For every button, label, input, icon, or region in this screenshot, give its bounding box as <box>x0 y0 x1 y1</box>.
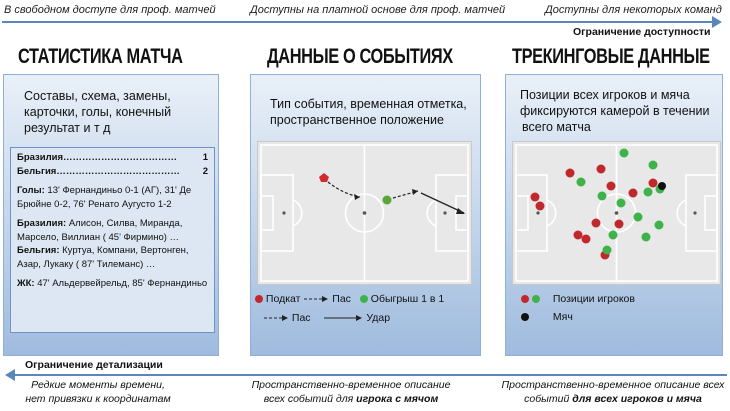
player-dots <box>531 149 667 260</box>
tackle-legend-icon <box>255 295 263 303</box>
player-green <box>620 149 629 158</box>
bottom-mid-label: Пространственно-временное описание всех событий для игрока с мячом <box>251 379 451 405</box>
player-red <box>629 189 638 198</box>
player-red <box>536 202 545 211</box>
player-red <box>592 219 601 228</box>
tracking-legend-players: Позиции игроков <box>521 293 635 305</box>
player-red <box>597 165 606 174</box>
goals-text: Голы: 13' Фернандиньо 0-1 (АГ), 31' Де Брюйне 0-2, 76' Ренато Аугусто 1-2 <box>17 185 192 210</box>
events-pitch <box>257 141 472 285</box>
player-green <box>655 221 664 230</box>
player-red <box>649 179 658 188</box>
arrow-right-icon <box>712 16 722 28</box>
player-red <box>615 220 624 229</box>
tracking-description: Позиции всех игроков и мяча фиксируются камерой в течении всего матча <box>520 88 710 134</box>
tracking-legend-ball: Мяч <box>521 311 573 323</box>
red-player-legend-icon <box>521 295 529 303</box>
detail-limit-label: Ограничение детализации <box>25 359 163 371</box>
dribble-marker <box>383 196 392 205</box>
pass-legend-icon <box>263 314 289 322</box>
player-red <box>574 231 583 240</box>
ball-legend-icon <box>521 313 529 321</box>
stats-description: Составы, схема, замены, карточки, голы, конечный результат и т д <box>24 89 172 135</box>
availability-axis <box>2 21 714 23</box>
player-green <box>642 233 651 242</box>
arrow-left-icon <box>5 369 15 381</box>
player-green <box>598 192 607 201</box>
dribble-legend-icon <box>360 295 368 303</box>
tracking-title: ТРЕКИНГОВЫЕ ДАННЫЕ <box>512 45 710 68</box>
tackle-marker <box>319 173 329 182</box>
shot-legend-icon <box>323 314 363 322</box>
ball <box>658 182 666 190</box>
green-player-legend-icon <box>532 295 540 303</box>
tracking-pitch <box>512 141 721 285</box>
events-legend-row2: Пас Удар <box>263 312 390 324</box>
brazil-lineup: Бразилия: Алисон, Силва, Миранда, Марсело, Виллиан ( 45' Фирмино) … <box>17 218 183 243</box>
player-red <box>582 235 591 244</box>
bottom-left-label: Редкие моменты времени, нет привязки к координатам <box>25 379 171 405</box>
stats-title: СТАТИСТИКА МАТЧА <box>18 45 183 68</box>
player-green <box>634 213 643 222</box>
team-score-row: Бельгия………………………………… 2 <box>17 165 208 177</box>
player-red <box>607 182 616 191</box>
top-left-label: В свободном доступе для проф. матчей <box>4 4 216 16</box>
player-green <box>609 231 618 240</box>
player-green <box>603 246 612 255</box>
match-stats-card <box>10 147 215 333</box>
player-red <box>566 169 575 178</box>
yellow-cards-text: ЖК: 47' Альдервейрельд, 85' Фернандиньо <box>17 278 208 289</box>
player-green <box>577 178 586 187</box>
availability-limit-label: Ограничение доступности <box>573 26 711 38</box>
detail-axis <box>14 374 727 376</box>
player-green <box>617 199 626 208</box>
events-title: ДАННЫЕ О СОБЫТИЯХ <box>267 45 453 68</box>
events-legend-row1: Подкат Пас Обыгрыш 1 в 1 <box>255 293 444 305</box>
events-description: Тип события, временная отметка, пространственное положение <box>270 97 467 127</box>
pass-legend-icon <box>303 295 329 303</box>
player-red <box>531 193 540 202</box>
bottom-right-label: Пространственно-временное описание всех событий для всех игроков и мяча <box>501 379 725 405</box>
player-green <box>644 188 653 197</box>
team-score-row: Бразилия……………………………… 1 <box>17 152 208 163</box>
top-mid-label: Доступны на платной основе для проф. матчей <box>250 4 506 16</box>
belgium-lineup: Бельгия: Куртуа, Компани, Вертонген, Азар, Лукаку ( 87' Тилеманс) … <box>17 245 189 270</box>
player-green <box>649 161 658 170</box>
top-right-label: Доступны для некоторых команд <box>545 4 722 16</box>
